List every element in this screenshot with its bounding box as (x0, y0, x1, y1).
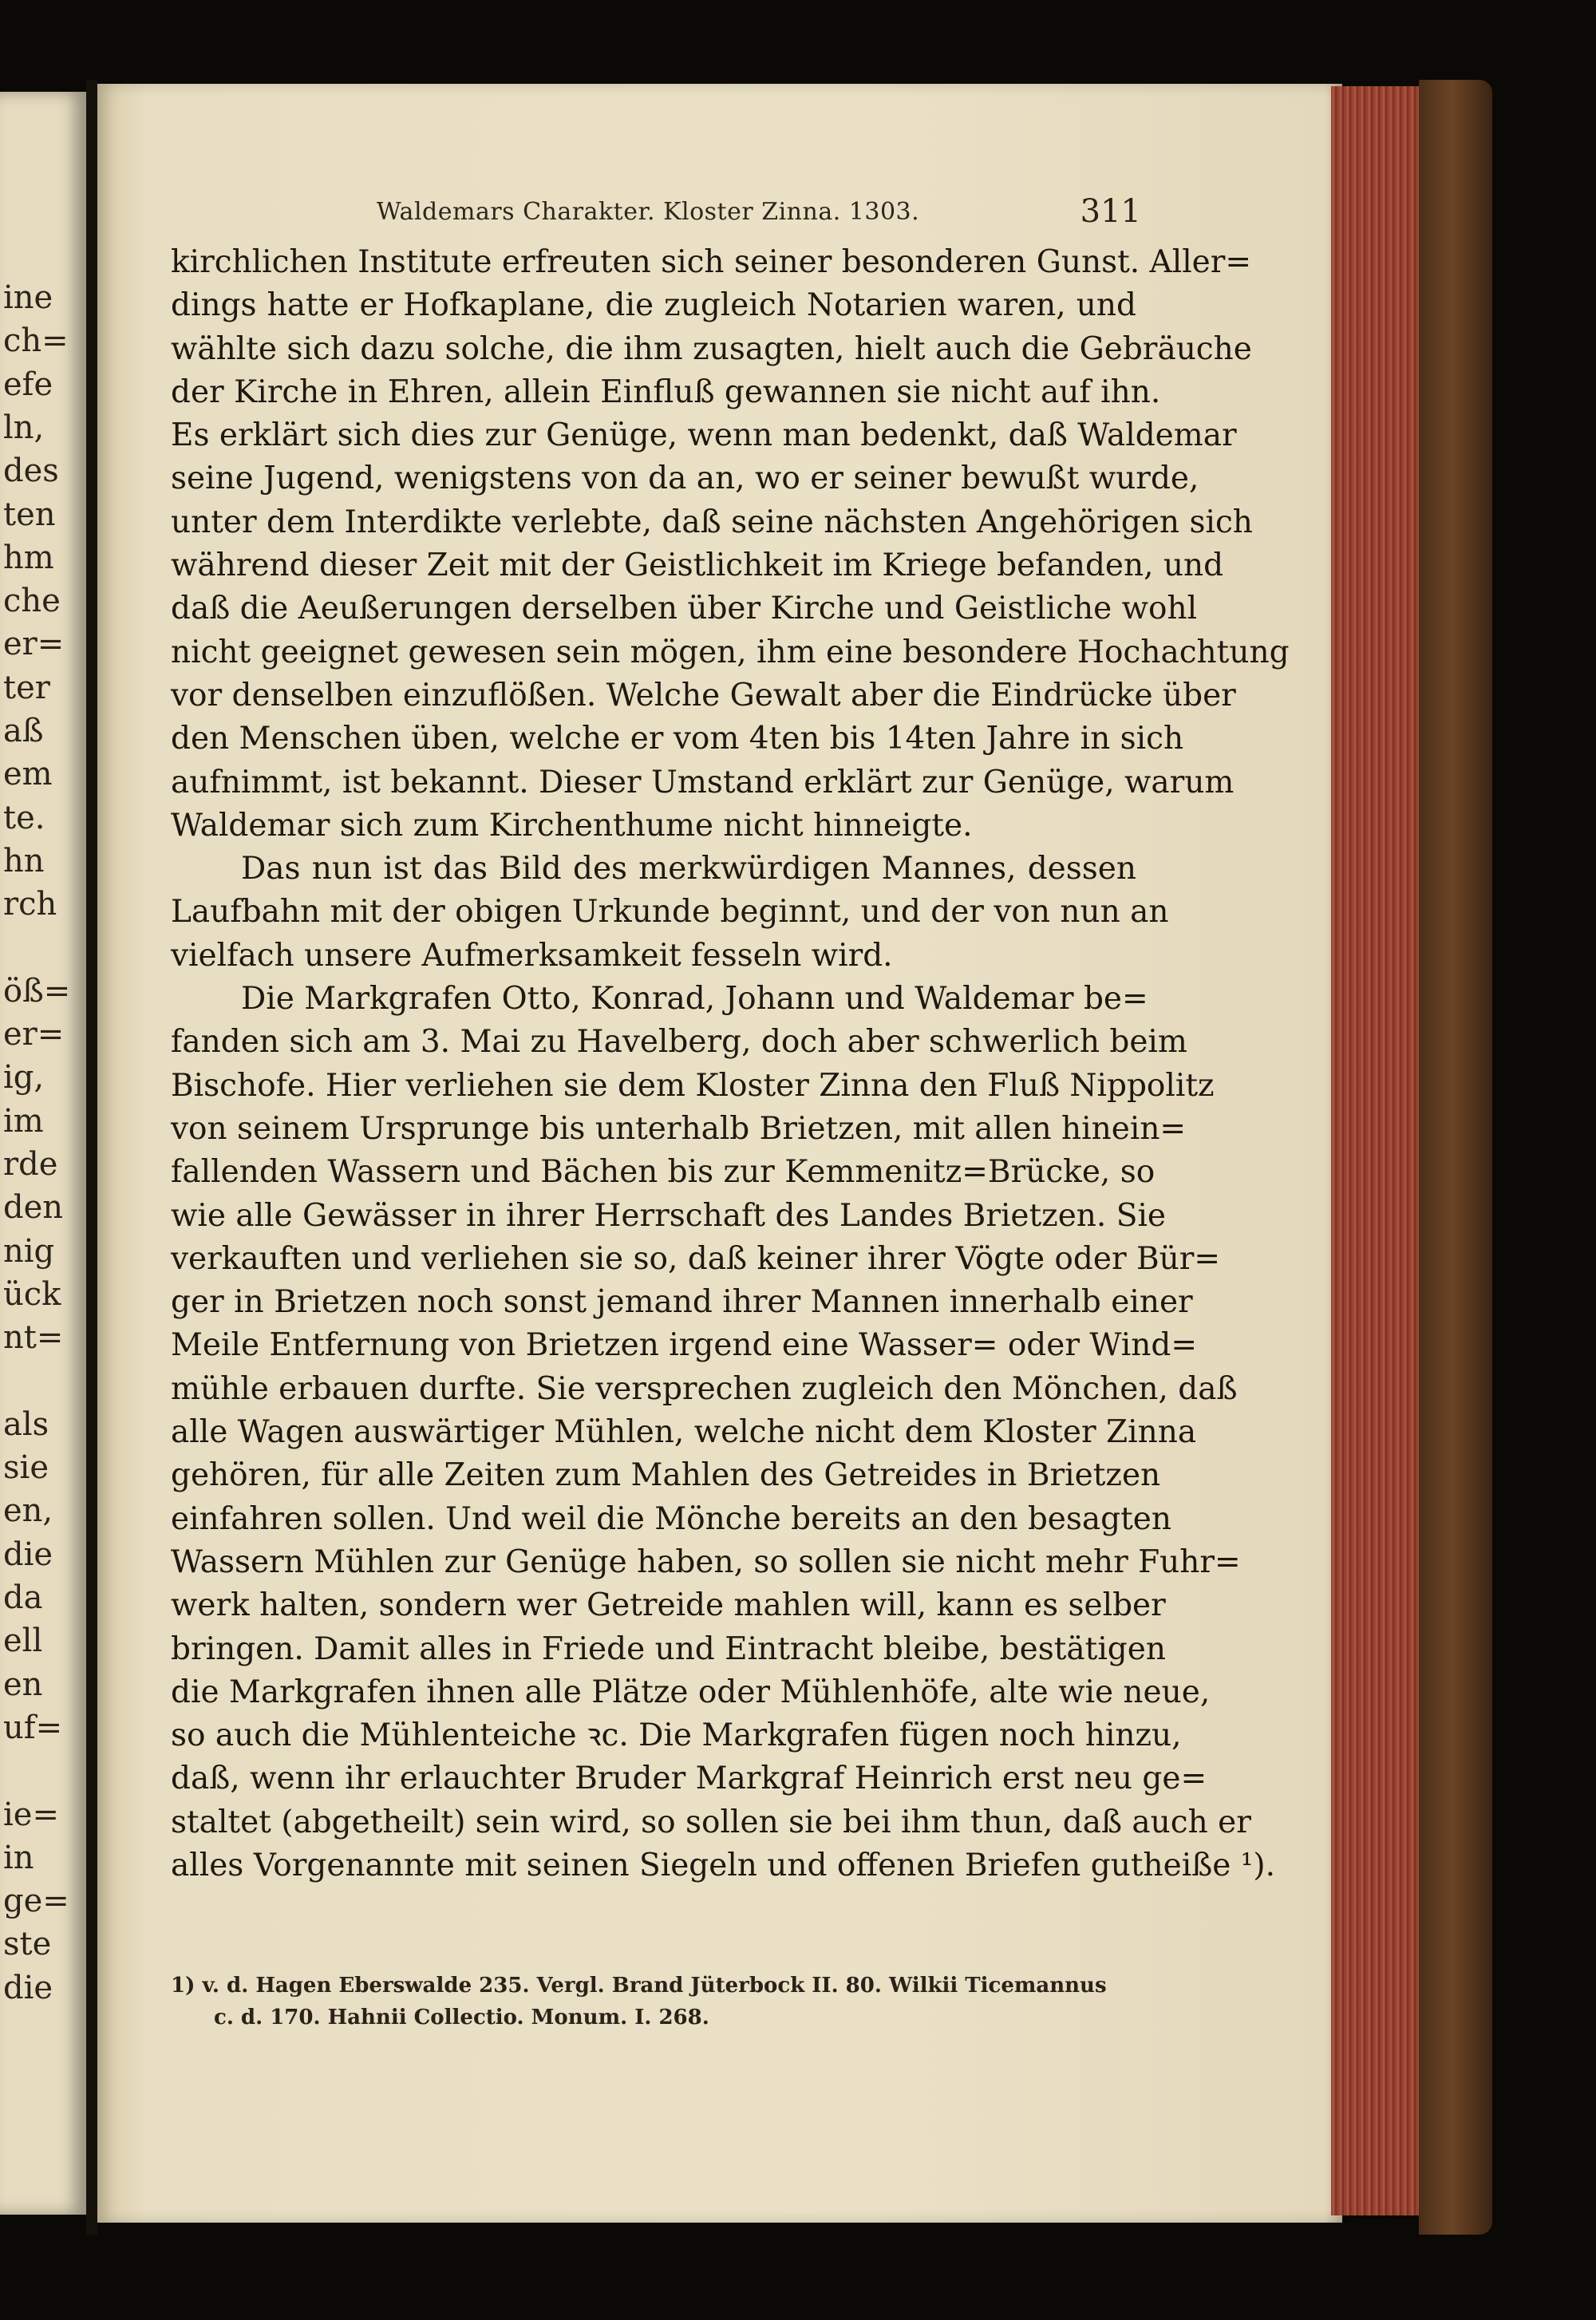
text-line: der Kirche in Ehren, allein Einfluß gewannen sie nicht auf ihn. (171, 373, 1161, 410)
text-line: staltet (abgetheilt) sein wird, so sollen sie bei ihm thun, daß auch er (171, 1804, 1251, 1840)
text-line: aufnimmt, ist bekannt. Dieser Umstand erklärt zur Genüge, warum (171, 764, 1235, 800)
book-cover (1419, 80, 1492, 2235)
left-page-fragment: em (3, 756, 53, 793)
left-page-fragment: ste (3, 1926, 52, 1963)
text-line: fanden sich am 3. Mai zu Havelberg, doch aber schwerlich beim (171, 1024, 1187, 1061)
text-line: so auch die Mühlenteiche ꝛc. Die Markgrafen fügen noch hinzu, (171, 1717, 1182, 1754)
left-page-fragment: im (3, 1102, 44, 1140)
left-page-fragment: ter (3, 669, 50, 706)
left-page-fragment: te. (3, 799, 45, 836)
text-line: mühle erbauen durfte. Sie versprechen zugleich den Mönchen, daß (171, 1370, 1238, 1407)
text-line: ger in Brietzen noch sonst jemand ihrer Mannen innerhalb einer (171, 1284, 1193, 1321)
left-page-fragment: ch= (3, 322, 69, 360)
left-page-fragment: rch (3, 886, 57, 923)
left-page-fragment: aß (3, 713, 44, 749)
left-page-fragment: en (3, 1666, 43, 1703)
left-page-fragment: nt= (3, 1319, 64, 1357)
text-line: Wassern Mühlen zur Genüge haben, so sollen sie nicht mehr Fuhr= (171, 1543, 1241, 1580)
left-page-fragment: efe (3, 366, 53, 403)
text-line: vor denselben einzuflößen. Welche Gewalt aber die Eindrücke über (171, 677, 1236, 713)
text-line: wählte sich dazu solche, die ihm zusagten, hielt auch die Gebräuche (171, 330, 1252, 367)
left-page-fragment: die (3, 1969, 53, 2006)
left-page-fragment: nig (3, 1232, 55, 1270)
left-page-fragment: ück (3, 1275, 61, 1313)
left-page-fragment: uf= (3, 1709, 63, 1746)
text-line: alle Wagen auswärtiger Mühlen, welche nicht dem Kloster Zinna (171, 1414, 1197, 1451)
text-line: von seinem Ursprunge bis unterhalb Brietzen, mit allen hinein= (171, 1110, 1187, 1147)
left-page-fragment: des (3, 453, 59, 490)
left-page-fragment: er= (3, 1016, 65, 1053)
text-line: kirchlichen Institute erfreuten sich seiner besonderen Gunst. Aller= (171, 244, 1252, 280)
text-line: die Markgrafen ihnen alle Plätze oder Mühlenhöfe, alte wie neue, (171, 1674, 1211, 1710)
text-line: Die Markgrafen Otto, Konrad, Johann und Waldemar be= (241, 981, 1148, 1018)
text-line: fallenden Wassern und Bächen bis zur Kemmenitz=Brücke, so (171, 1154, 1156, 1191)
left-page-fragment: den (3, 1189, 64, 1227)
footnote-line: 1) v. d. Hagen Eberswalde 235. Vergl. Brand Jüterbock II. 80. Wilkii Ticemannus (171, 1974, 1107, 1998)
text-line: während dieser Zeit mit der Geistlichkeit im Kriege befanden, und (171, 547, 1224, 584)
text-line: dings hatte er Hofkaplane, die zugleich Notarien waren, und (171, 287, 1136, 324)
left-page-fragment: in (3, 1839, 34, 1876)
left-page-fragment: sie (3, 1449, 49, 1487)
left-page-fragment: che (3, 583, 61, 620)
text-line: Das nun ist das Bild des merkwürdigen Mannes, dessen (241, 851, 1136, 887)
left-page-fragment: öß= (3, 972, 71, 1010)
left-page-fragment: rde (3, 1146, 58, 1183)
text-line: unter dem Interdikte verlebte, daß seine nächsten Angehörigen sich (171, 504, 1253, 540)
left-page-edge (0, 92, 86, 2215)
footnote-line: c. d. 170. Hahnii Collectio. Monum. I. 268. (214, 2006, 709, 2030)
body-text (171, 241, 1290, 1887)
text-line: daß, wenn ihr erlauchter Bruder Markgraf Heinrich erst neu ge= (171, 1761, 1207, 1797)
text-line: Meile Entfernung von Brietzen irgend eine Wasser= oder Wind= (171, 1327, 1198, 1364)
left-page-fragment: ln, (3, 409, 45, 446)
left-page-fragment: er= (3, 626, 65, 663)
running-header: Waldemars Charakter. Kloster Zinna. 1303. (376, 198, 920, 226)
text-line: werk halten, sondern wer Getreide mahlen will, kann es selber (171, 1587, 1166, 1624)
left-page-fragment: ell (3, 1622, 43, 1660)
text-line: bringen. Damit alles in Friede und Eintracht bleibe, bestätigen (171, 1630, 1166, 1667)
text-line: seine Jugend, wenigstens von da an, wo er seiner bewußt wurde, (171, 460, 1199, 497)
text-line: alles Vorgenannte mit seinen Siegeln und offenen Briefen gutheiße ¹). (171, 1847, 1275, 1883)
left-page-fragment: als (3, 1405, 49, 1443)
text-line: den Menschen üben, welche er vom 4ten bis 14ten Jahre in sich (171, 721, 1184, 757)
text-line: verkauften und verliehen sie so, daß keiner ihrer Vögte oder Bür= (171, 1240, 1221, 1277)
text-line: nicht geeignet gewesen sein mögen, ihm eine besondere Hochachtung (171, 634, 1290, 670)
footnotes (171, 1970, 1144, 2033)
left-page-fragment: ge= (3, 1883, 69, 1920)
left-page-fragment: ten (3, 496, 56, 533)
text-line: wie alle Gewässer in ihrer Herrschaft des Landes Brietzen. Sie (171, 1197, 1166, 1234)
text-line: daß die Aeußerungen derselben über Kirche und Geistliche wohl (171, 591, 1198, 627)
text-line: Bischofe. Hier verliehen sie dem Kloster Zinna den Fluß Nippolitz (171, 1067, 1215, 1104)
text-line: Laufbahn mit der obigen Urkunde beginnt, und der von nun an (171, 894, 1169, 931)
page-number: 311 (1080, 193, 1141, 230)
text-line: Es erklärt sich dies zur Genüge, wenn man bedenkt, daß Waldemar (171, 417, 1237, 454)
text-line: einfahren sollen. Und weil die Mönche bereits an den besagten (171, 1500, 1171, 1537)
left-page-fragment: hn (3, 842, 45, 879)
text-line: Waldemar sich zum Kirchenthume nicht hinneigte. (171, 807, 973, 844)
text-line: gehören, für alle Zeiten zum Mahlen des Getreides in Brietzen (171, 1457, 1161, 1494)
left-page-fragment: ig, (3, 1059, 45, 1097)
left-page-fragment: hm (3, 539, 54, 576)
text-line: vielfach unsere Aufmerksamkeit fesseln wird. (171, 937, 893, 974)
left-page-fragment: da (3, 1579, 43, 1616)
left-page-fragment: die (3, 1535, 53, 1573)
page-stack-edges (1331, 86, 1419, 2215)
left-page-fragment: ie= (3, 1796, 59, 1833)
left-page-fragment: ine (3, 279, 53, 316)
book-gutter (86, 80, 97, 2235)
left-page-fragment: en, (3, 1492, 53, 1530)
